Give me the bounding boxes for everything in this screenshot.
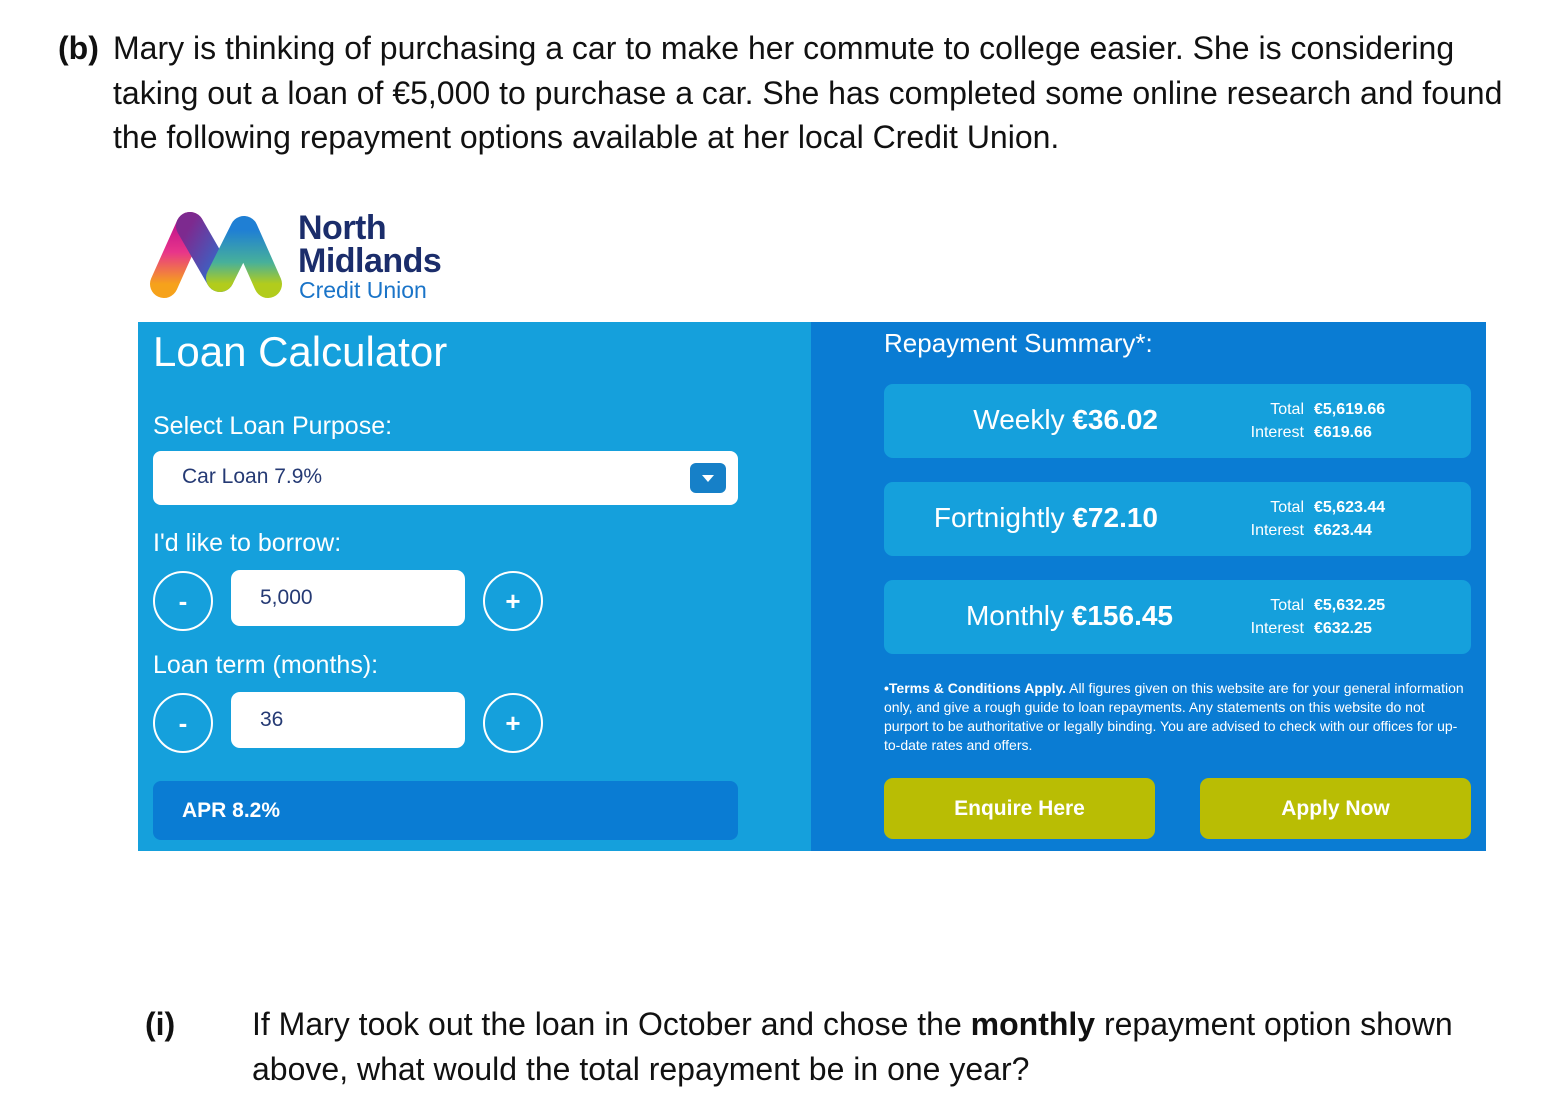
- repayment-amount: [973, 404, 1158, 436]
- repayment-amount: [934, 502, 1158, 534]
- repayment-labels: [1251, 594, 1304, 640]
- loan-calculator-widget: [138, 322, 1486, 851]
- enquire-here-button[interactable]: Enquire Here: [884, 778, 1155, 839]
- total-label: Total: [1270, 499, 1304, 516]
- term-increase-button[interactable]: +: [483, 693, 543, 753]
- borrow-decrease-button[interactable]: -: [153, 571, 213, 631]
- loan-purpose-select[interactable]: [153, 451, 738, 505]
- borrow-label: I'd like to borrow:: [153, 529, 342, 557]
- terms-disclaimer: [884, 679, 1469, 755]
- interest-value: €623.44: [1314, 522, 1372, 539]
- repayment-value: €156.45: [1071, 600, 1173, 631]
- term-decrease-button[interactable]: -: [153, 693, 213, 753]
- interest-value: €632.25: [1314, 620, 1372, 637]
- total-value: €5,619.66: [1314, 401, 1386, 418]
- total-value: €5,632.25: [1314, 597, 1386, 614]
- repayment-summary-title: Repayment Summary*:: [884, 328, 1153, 358]
- repayment-labels: [1251, 398, 1304, 444]
- sub-question-number: (i): [145, 1006, 176, 1042]
- total-value: €5,623.44: [1314, 499, 1386, 516]
- repayment-option-weekly: [884, 384, 1471, 458]
- repayment-option-monthly: [884, 580, 1471, 654]
- part-label: (b): [58, 30, 99, 66]
- repayment-frequency: Fortnightly: [933, 502, 1065, 533]
- sub-question-text-end: repayment option shown above, what would the total repayment be in one year?: [252, 1006, 1453, 1087]
- credit-union-logo-icon: [148, 210, 288, 300]
- borrow-increase-button[interactable]: +: [483, 571, 543, 631]
- repayment-value: €36.02: [1072, 404, 1158, 435]
- interest-label: Interest: [1250, 424, 1304, 441]
- repayment-figures: [1314, 398, 1385, 444]
- apr-value: APR 8.2%: [182, 799, 281, 822]
- apr-display: [153, 781, 738, 840]
- repayment-option-fortnightly: [884, 482, 1471, 556]
- calculator-input-panel: [138, 322, 811, 851]
- sub-question-emphasis: monthly: [970, 1006, 1096, 1042]
- repayment-value: €72.10: [1072, 502, 1158, 533]
- loan-purpose-label: Select Loan Purpose:: [153, 412, 393, 440]
- repayment-amount: [966, 600, 1173, 632]
- credit-union-logo: [148, 210, 458, 305]
- sub-question-text: [252, 1002, 1502, 1091]
- logo-line-midlands: Midlands: [298, 242, 442, 280]
- intro-text: Mary is thinking of purchasing a car to make her commute to college easier. She is considering taking out a loan of €5,000 to purchase a car. She has completed some online research and found the following repayment options available at her local Credit Union.: [113, 30, 1503, 155]
- interest-label: Interest: [1250, 620, 1304, 637]
- logo-line-north: North: [298, 209, 387, 247]
- total-label: Total: [1270, 401, 1304, 418]
- calculator-title: Loan Calculator: [153, 328, 448, 375]
- interest-value: €619.66: [1314, 424, 1372, 441]
- repayment-summary-panel: [811, 322, 1486, 851]
- loan-term-input[interactable]: [231, 692, 465, 748]
- total-label: Total: [1270, 597, 1304, 614]
- repayment-frequency: Monthly: [965, 600, 1064, 631]
- loan-term-label: Loan term (months):: [153, 651, 379, 679]
- terms-heading[interactable]: •Terms & Conditions Apply.: [884, 680, 1066, 696]
- sub-question-text-start: If Mary took out the loan in October and chose the: [252, 1006, 971, 1042]
- question-intro: [58, 26, 1528, 160]
- loan-purpose-value: Car Loan 7.9%: [182, 465, 323, 488]
- loan-term-value: 36: [260, 708, 284, 731]
- apply-now-button[interactable]: Apply Now: [1200, 778, 1471, 839]
- borrow-amount-value: 5,000: [260, 586, 313, 609]
- terms-body: All figures given on this website are for your general information only, and give a rough guide to loan repayments. Any statements on this website do not purport to be authoritative or legally binding. You are advised to check with our offices for up-to-date rates and offers.: [884, 680, 1464, 753]
- repayment-frequency: Weekly: [973, 404, 1065, 435]
- repayment-figures: [1314, 594, 1385, 640]
- chevron-down-icon[interactable]: [690, 463, 726, 493]
- borrow-amount-input[interactable]: [231, 570, 465, 626]
- repayment-figures: [1314, 496, 1385, 542]
- interest-label: Interest: [1250, 522, 1304, 539]
- logo-line-credit-union: Credit Union: [299, 277, 427, 303]
- logo-wordmark: [298, 209, 442, 280]
- repayment-labels: [1251, 496, 1304, 542]
